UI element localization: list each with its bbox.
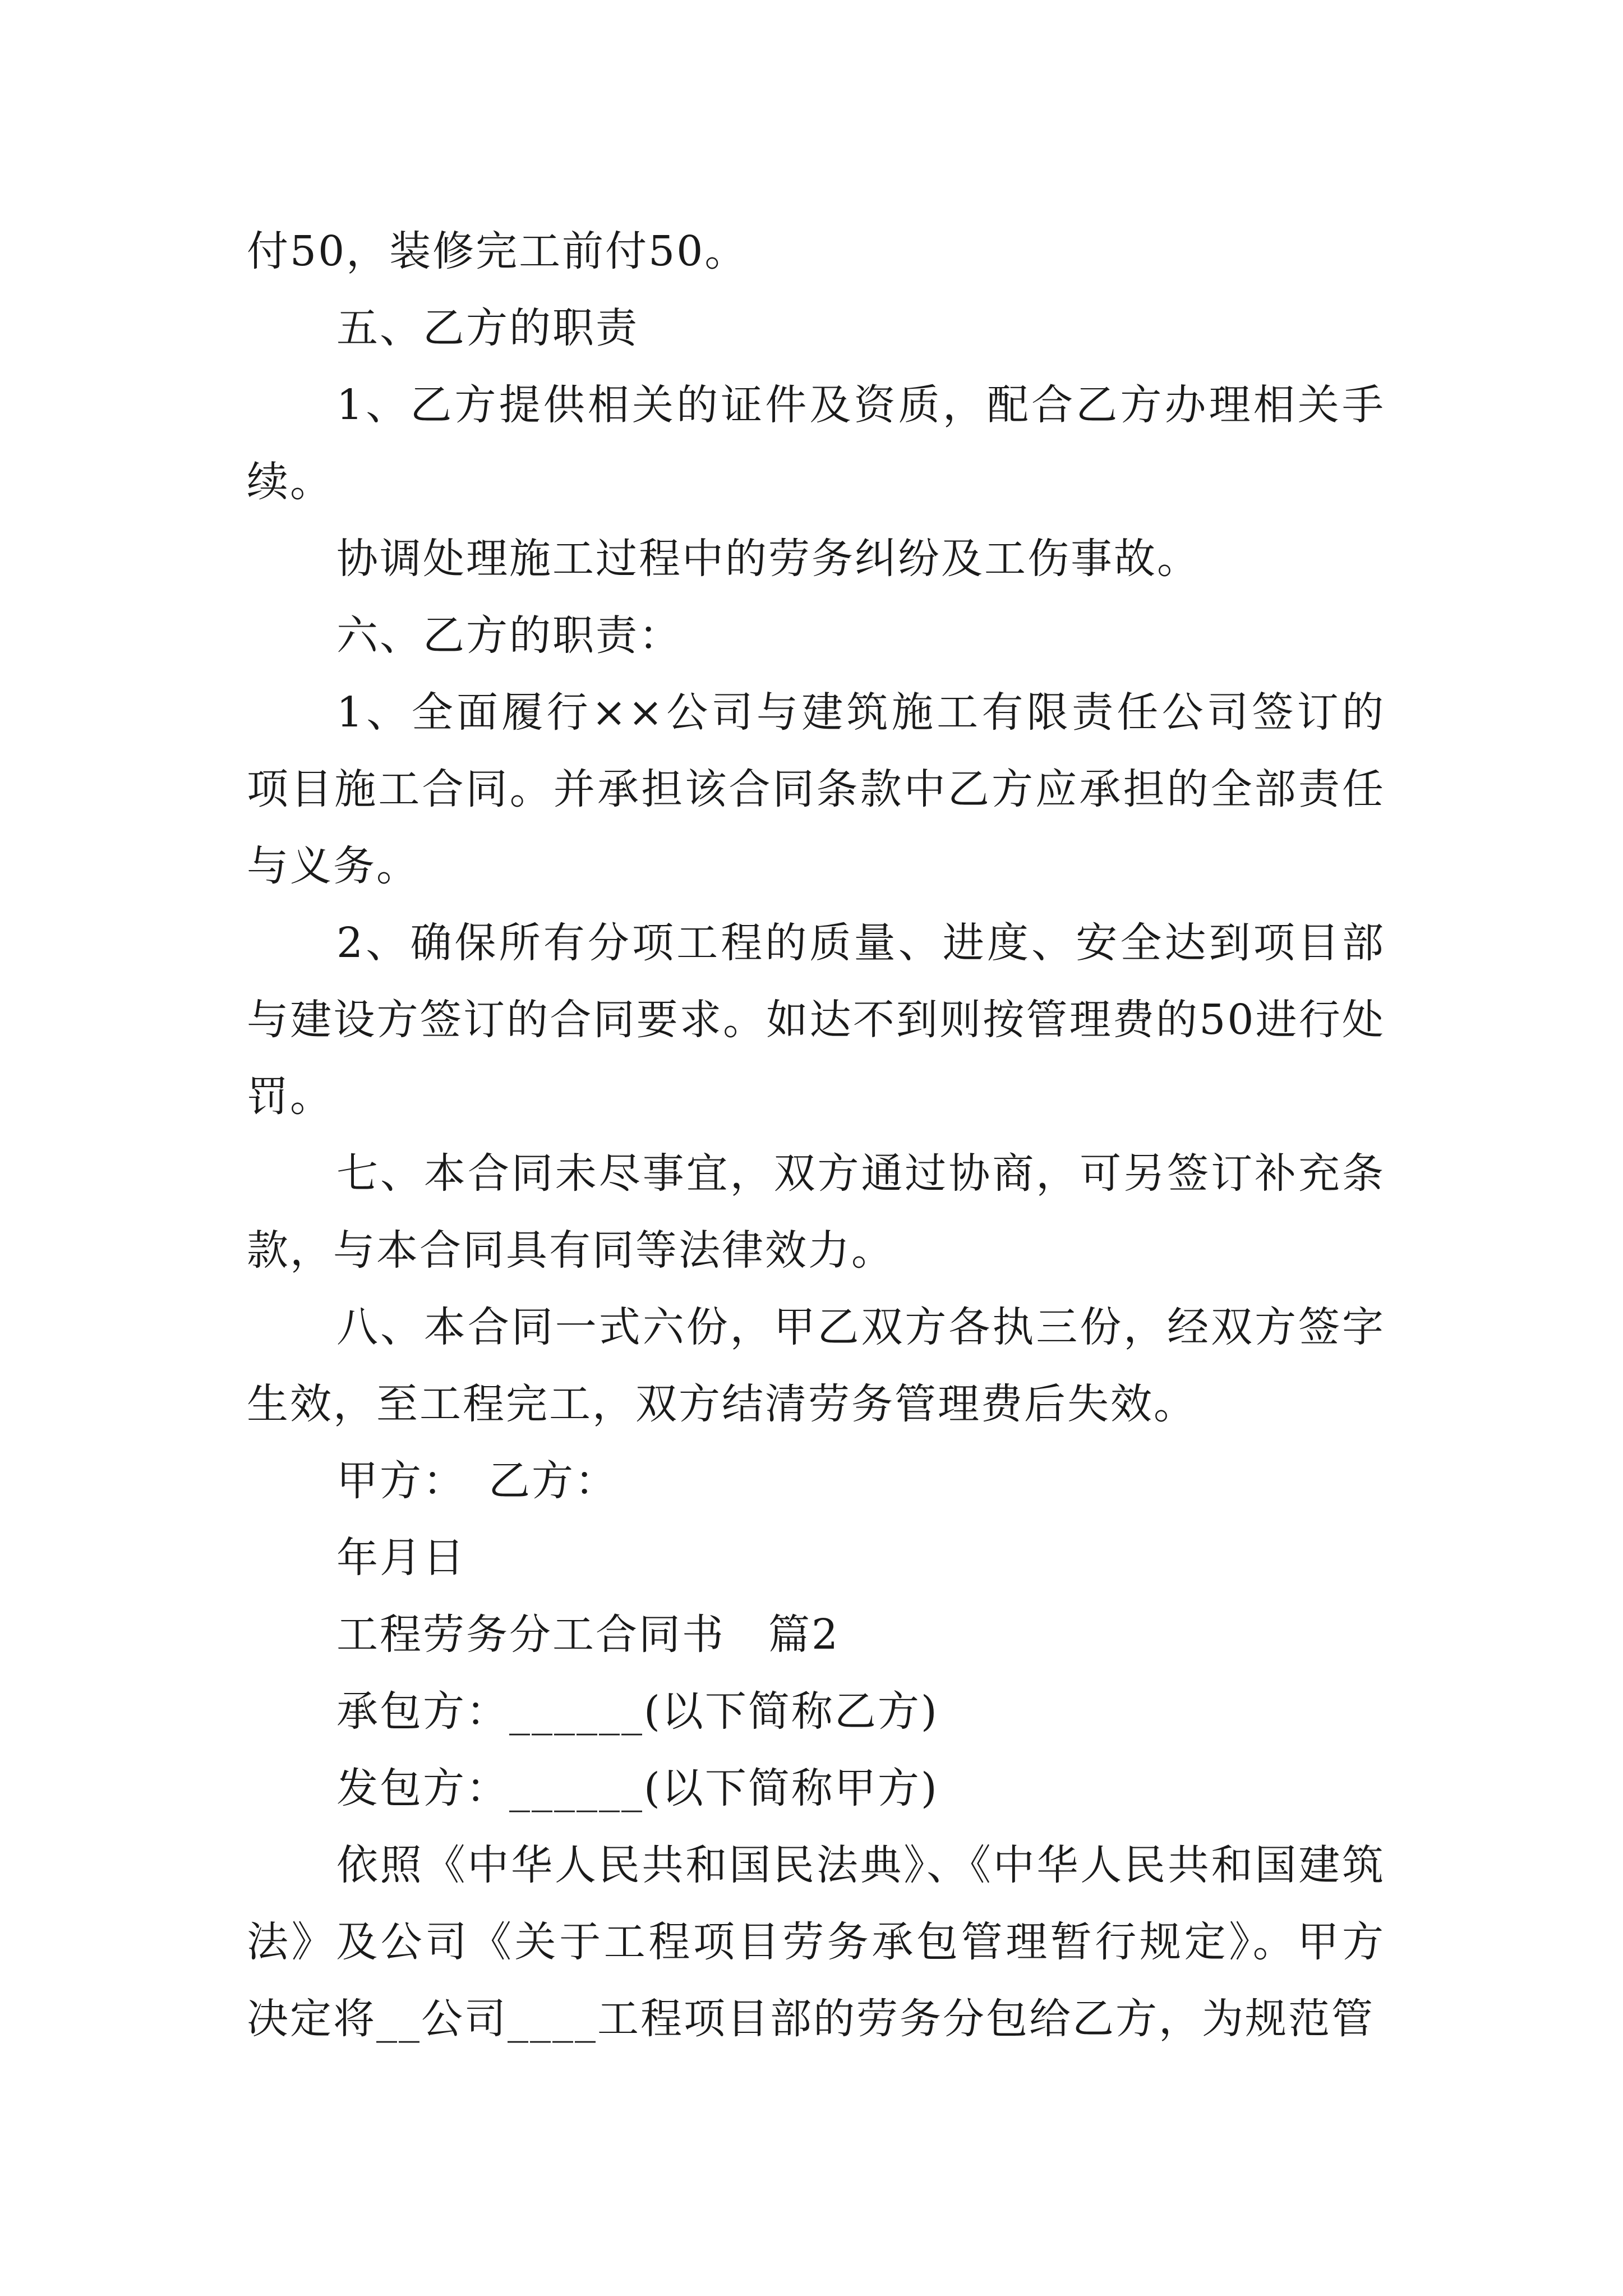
contractor-line: 承包方：______(以下简称乙方) [336,1687,939,1736]
contract-title: 工程劳务分工合同书 篇2 [336,1611,840,1659]
paragraph-basis: 依照《中华人民共和国民法典》、《中华人民共和国建筑法》及公司《关于工程项目劳务承包管理暂行规定》。甲方决定将__公司____工程项目部的劳务分包给乙方，为规范管 [247,1841,1385,2043]
paragraph-1: 付50，装修完工前付50。 [247,227,748,275]
client-line: 发包方：______(以下简称甲方) [336,1764,939,1812]
signature-line: 甲方： 乙方： [336,1457,618,1505]
section-heading-6: 六、乙方的职责： [336,611,682,660]
section-heading-5: 五、乙方的职责 [336,304,639,352]
date-line: 年月日 [336,1534,466,1582]
paragraph-7: 2、确保所有分项工程的质量、进度、安全达到项目部与建设方签订的合同要求。如达不到则按管理费的50进行处罚。 [247,919,1385,1121]
section-7-paragraph: 七、本合同未尽事宜，双方通过协商，可另签订补充条款，与本合同具有同等法律效力。 [247,1149,1385,1274]
document-body [247,213,1385,2058]
paragraph-3: 1、乙方提供相关的证件及资质，配合乙方办理相关手续。 [247,381,1385,506]
paragraph-4: 协调处理施工过程中的劳务纠纷及工伤事故。 [336,535,1200,583]
paragraph-6: 1、全面履行××公司与建筑施工有限责任公司签订的项目施工合同。并承担该合同条款中乙方应承担的全部责任与义务。 [247,688,1385,890]
section-8-paragraph: 八、本合同一式六份，甲乙双方各执三份，经双方签字生效，至工程完工，双方结清劳务管理费后失效。 [247,1303,1385,1428]
